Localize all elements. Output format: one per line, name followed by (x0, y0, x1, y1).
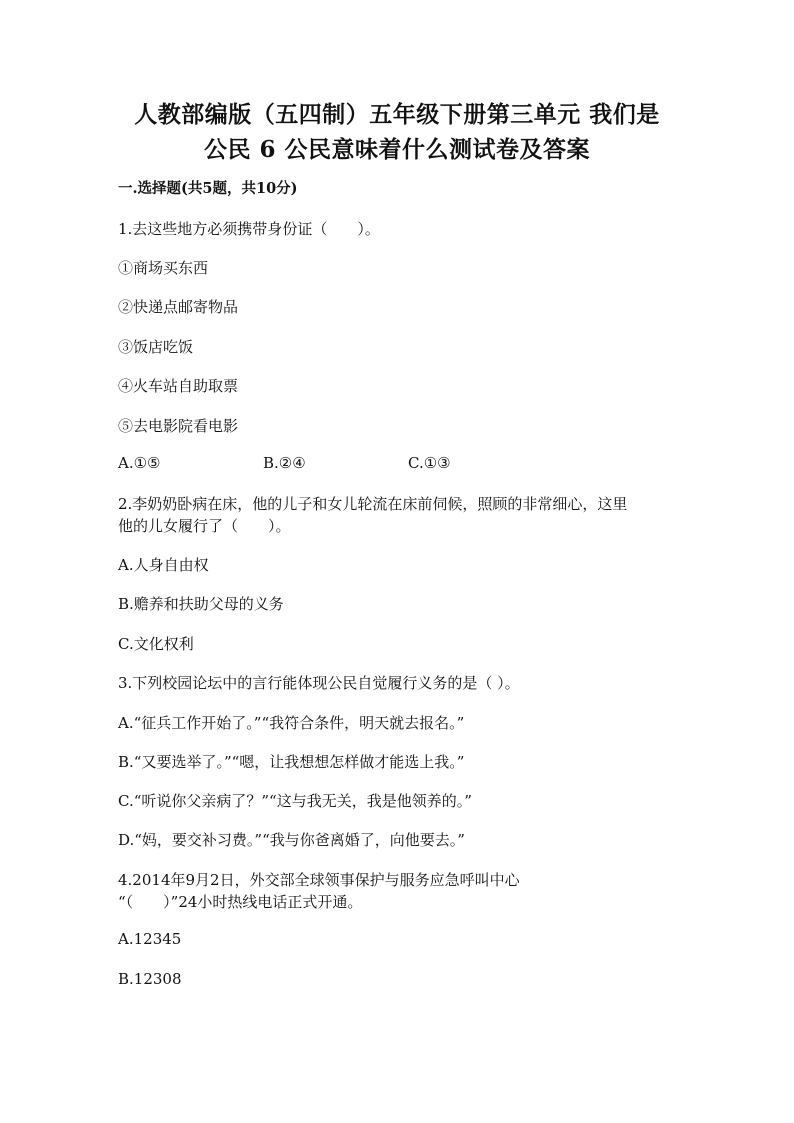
question-1-item: ①商场买东西 (118, 259, 209, 277)
question-4-stem-line1: 4.2014年9月2日，外交部全球领事保护与服务应急呼叫中心 (118, 871, 520, 889)
question-1-option-c: C.①③ (408, 454, 451, 472)
question-4-option-b: B.12308 (118, 970, 182, 988)
page-title-line1: 人教部编版（五四制）五年级下册第三单元 我们是 (134, 101, 660, 128)
question-2-option-a: A.人身自由权 (118, 556, 209, 574)
question-3-stem: 3.下列校园论坛中的言行能体现公民自觉履行义务的是（ ）。 (118, 674, 520, 692)
page-title-line2: 公民 6 公民意味着什么测试卷及答案 (203, 136, 591, 163)
question-1-option-a: A.①⑤ (118, 454, 161, 472)
question-1-stem: 1.去这些地方必须携带身份证（ ）。 (118, 220, 380, 238)
question-4-option-a: A.12345 (118, 930, 182, 948)
question-1-option-b: B.②④ (263, 454, 306, 472)
question-2-stem-line1: 2.李奶奶卧病在床，他的儿子和女儿轮流在床前伺候，照顾的非常细心，这里 (118, 495, 628, 513)
section-heading: 一.选择题(共5题，共10分) (118, 180, 298, 197)
question-4-stem-line2: “（ ）”24小时热线电话正式开通。 (118, 893, 363, 911)
question-3-option-b: B.“又要选举了。”“嗯，让我想想怎样做才能选上我。” (118, 753, 465, 771)
question-3-option-a: A.“征兵工作开始了。”“我符合条件，明天就去报名。” (118, 714, 465, 732)
question-1-item: ④火车站自助取票 (118, 377, 239, 395)
question-1-options (118, 454, 451, 472)
question-2-stem-line2: 他的儿女履行了（ ）。 (118, 517, 291, 535)
question-2-option-b: B.赡养和扶助父母的义务 (118, 595, 284, 613)
question-2-option-c: C.文化权利 (118, 635, 194, 653)
question-1-item: ③饭店吃饭 (118, 338, 194, 356)
question-3-option-c: C.“听说你父亲病了？”“这与我无关，我是他领养的。” (118, 792, 472, 810)
question-1-item: ②快递点邮寄物品 (118, 298, 239, 316)
question-1-item: ⑤去电影院看电影 (118, 417, 239, 435)
question-3-option-d: D.“妈，要交补习费。”“我与你爸离婚了，向他要去。” (118, 831, 465, 849)
